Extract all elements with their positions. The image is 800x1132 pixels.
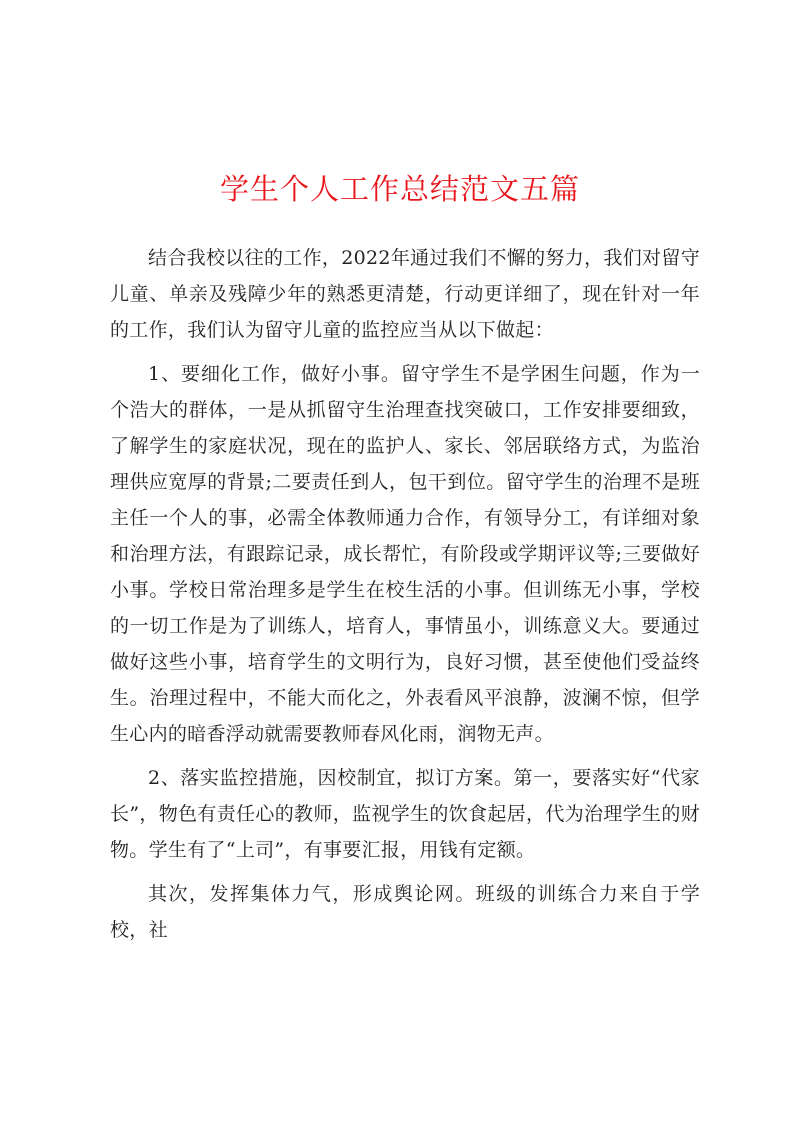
paragraph-intro: 结合我校以往的工作，2022年通过我们不懈的努力，我们对留守儿童、单亲及残障少年的熟悉更清楚，行动更详细了，现在针对一年的工作，我们认为留守儿童的监控应当从以下做起： bbox=[110, 247, 700, 341]
document-body bbox=[110, 240, 700, 956]
paragraph-second: 其次，发挥集体力气，形成舆论网。班级的训练合力来自于学校，社 bbox=[110, 883, 700, 941]
paragraph-point-2: 2、落实监控措施，因校制宜，拟订方案。第一，要落实好“代家长”，物色有责任心的教师，监视学生的饮食起居，代为治理学生的财物。学生有了“上司”，有事要汇报，用钱有定额。 bbox=[110, 767, 700, 861]
document-title: 学生个人工作总结范文五篇 bbox=[219, 172, 580, 206]
paragraph-point-1: 1、要细化工作，做好小事。留守学生不是学困生问题，作为一个浩大的群体，一是从抓留守生治理查找突破口，工作安排要细致，了解学生的家庭状况，现在的监护人、家长、邻居联络方式，为监治理供应宽厚的背景;二要责任到人，包干到位。留守学生的治理不是班主任一个人的事，必需全体教师通力合作，有领导分工，有详细对象和治理方法，有跟踪记录，成长帮忙，有阶段或学期评议等;三要做好小事。学校日常治理多是学生在校生活的小事。但训练无小事，学校的一切工作是为了训练人，培育人，事情虽小，训练意义大。要通过做好这些小事，培育学生的文明行为，良好习惯，甚至使他们受益终生。治理过程中，不能大而化之，外表看风平浪静，波澜不惊，但学生心内的暗香浮动就需要教师春风化雨，润物无声。 bbox=[110, 363, 700, 745]
